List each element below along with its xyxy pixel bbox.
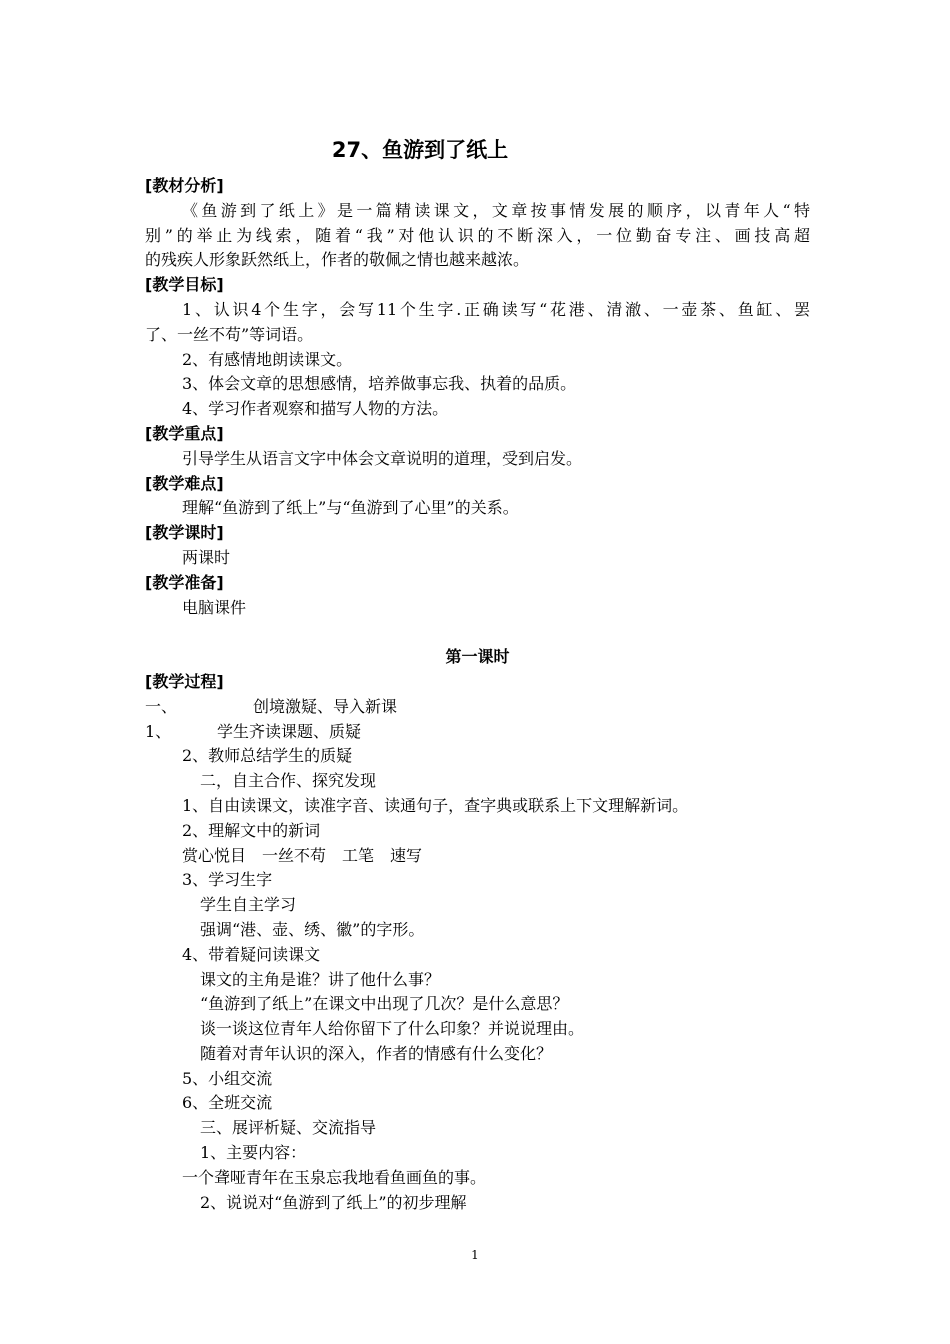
- process-step: 2、理解文中的新词: [182, 820, 321, 840]
- lesson-title: 第一课时: [445, 647, 510, 667]
- process-section: 三、展评析疑、交流指导: [200, 1118, 377, 1138]
- analysis-paragraph-line: 《鱼游到了纸上》是一篇精读课文，文章按事情发展的顺序，以青年人“特: [182, 200, 810, 220]
- process-substep: 强调“港、壶、绣、徽”的字形。: [200, 919, 425, 939]
- step-text: 创境激疑、导入新课: [253, 696, 398, 716]
- analysis-paragraph-line: 的残疾人形象跃然纸上，作者的敬佩之情也越来越浓。: [145, 250, 530, 270]
- process-step: 5、小组交流: [182, 1068, 273, 1088]
- analysis-heading: [教材分析]: [145, 176, 224, 195]
- goal-item: 2、有感情地朗读课文。: [182, 349, 353, 369]
- difficulty-heading: [教学难点]: [145, 473, 224, 493]
- document-body: [145, 174, 810, 1215]
- question-item: “鱼游到了纸上”在课文中出现了几次？是什么意思？: [200, 994, 569, 1014]
- process-step: 1、主要内容：: [200, 1143, 307, 1163]
- prep-text: 电脑课件: [182, 597, 247, 617]
- question-item: 课文的主角是谁？讲了他什么事？: [200, 969, 441, 989]
- analysis-paragraph-line: 别”的举止为线索，随着“我”对他认识的不断深入，一位勤奋专注、画技高超: [145, 225, 810, 245]
- step-number: 1、: [145, 721, 172, 741]
- process-step: [145, 720, 810, 745]
- process-step: 2、说说对“鱼游到了纸上”的初步理解: [200, 1192, 467, 1212]
- focus-heading: [教学重点]: [145, 423, 224, 443]
- step-text: 学生齐读课题、质疑: [217, 721, 362, 741]
- hours-heading: [教学课时]: [145, 523, 224, 543]
- question-item: 随着对青年认识的深入，作者的情感有什么变化？: [200, 1043, 553, 1063]
- page-number: 1: [471, 1248, 479, 1262]
- process-step: 4、带着疑问读课文: [182, 944, 321, 964]
- goal-item: 1、认识4个生字，会写11个生字.正确读写“花港、清澈、一壶茶、鱼缸、罢: [182, 299, 810, 319]
- process-substep: 学生自主学习: [200, 895, 297, 915]
- goal-item: 4、学习作者观察和描写人物的方法。: [182, 399, 449, 419]
- hours-text: 两课时: [182, 547, 231, 567]
- process-step: 2、教师总结学生的质疑: [182, 746, 353, 766]
- process-step: 3、学习生字: [182, 870, 273, 890]
- document-title: 27、鱼游到了纸上: [331, 138, 509, 162]
- process-step: 6、全班交流: [182, 1093, 273, 1113]
- process-substep: 一个聋哑青年在玉泉忘我地看鱼画鱼的事。: [182, 1167, 487, 1187]
- prep-heading: [教学准备]: [145, 572, 224, 592]
- process-heading: [教学过程]: [145, 671, 224, 691]
- process-step: 1、自由读课文，读准字音、读通句子，查字典或联系上下文理解新词。: [182, 795, 689, 815]
- difficulty-text: 理解“鱼游到了纸上”与“鱼游到了心里”的关系。: [182, 498, 519, 518]
- vocabulary-words: 赏心悦目 一丝不苟 工笔 速写: [182, 845, 423, 865]
- process-step: [145, 695, 810, 720]
- goal-item: 3、体会文章的思想感情，培养做事忘我、执着的品质。: [182, 374, 577, 394]
- question-item: 谈一谈这位青年人给你留下了什么印象？并说说理由。: [200, 1019, 585, 1039]
- goals-heading: [教学目标]: [145, 275, 224, 295]
- goal-item-continued: 了、一丝不苟”等词语。: [145, 324, 314, 344]
- step-number: 一、: [145, 696, 178, 716]
- focus-text: 引导学生从语言文字中体会文章说明的道理，受到启发。: [182, 448, 583, 468]
- process-section: 二，自主合作、探究发现: [200, 771, 377, 791]
